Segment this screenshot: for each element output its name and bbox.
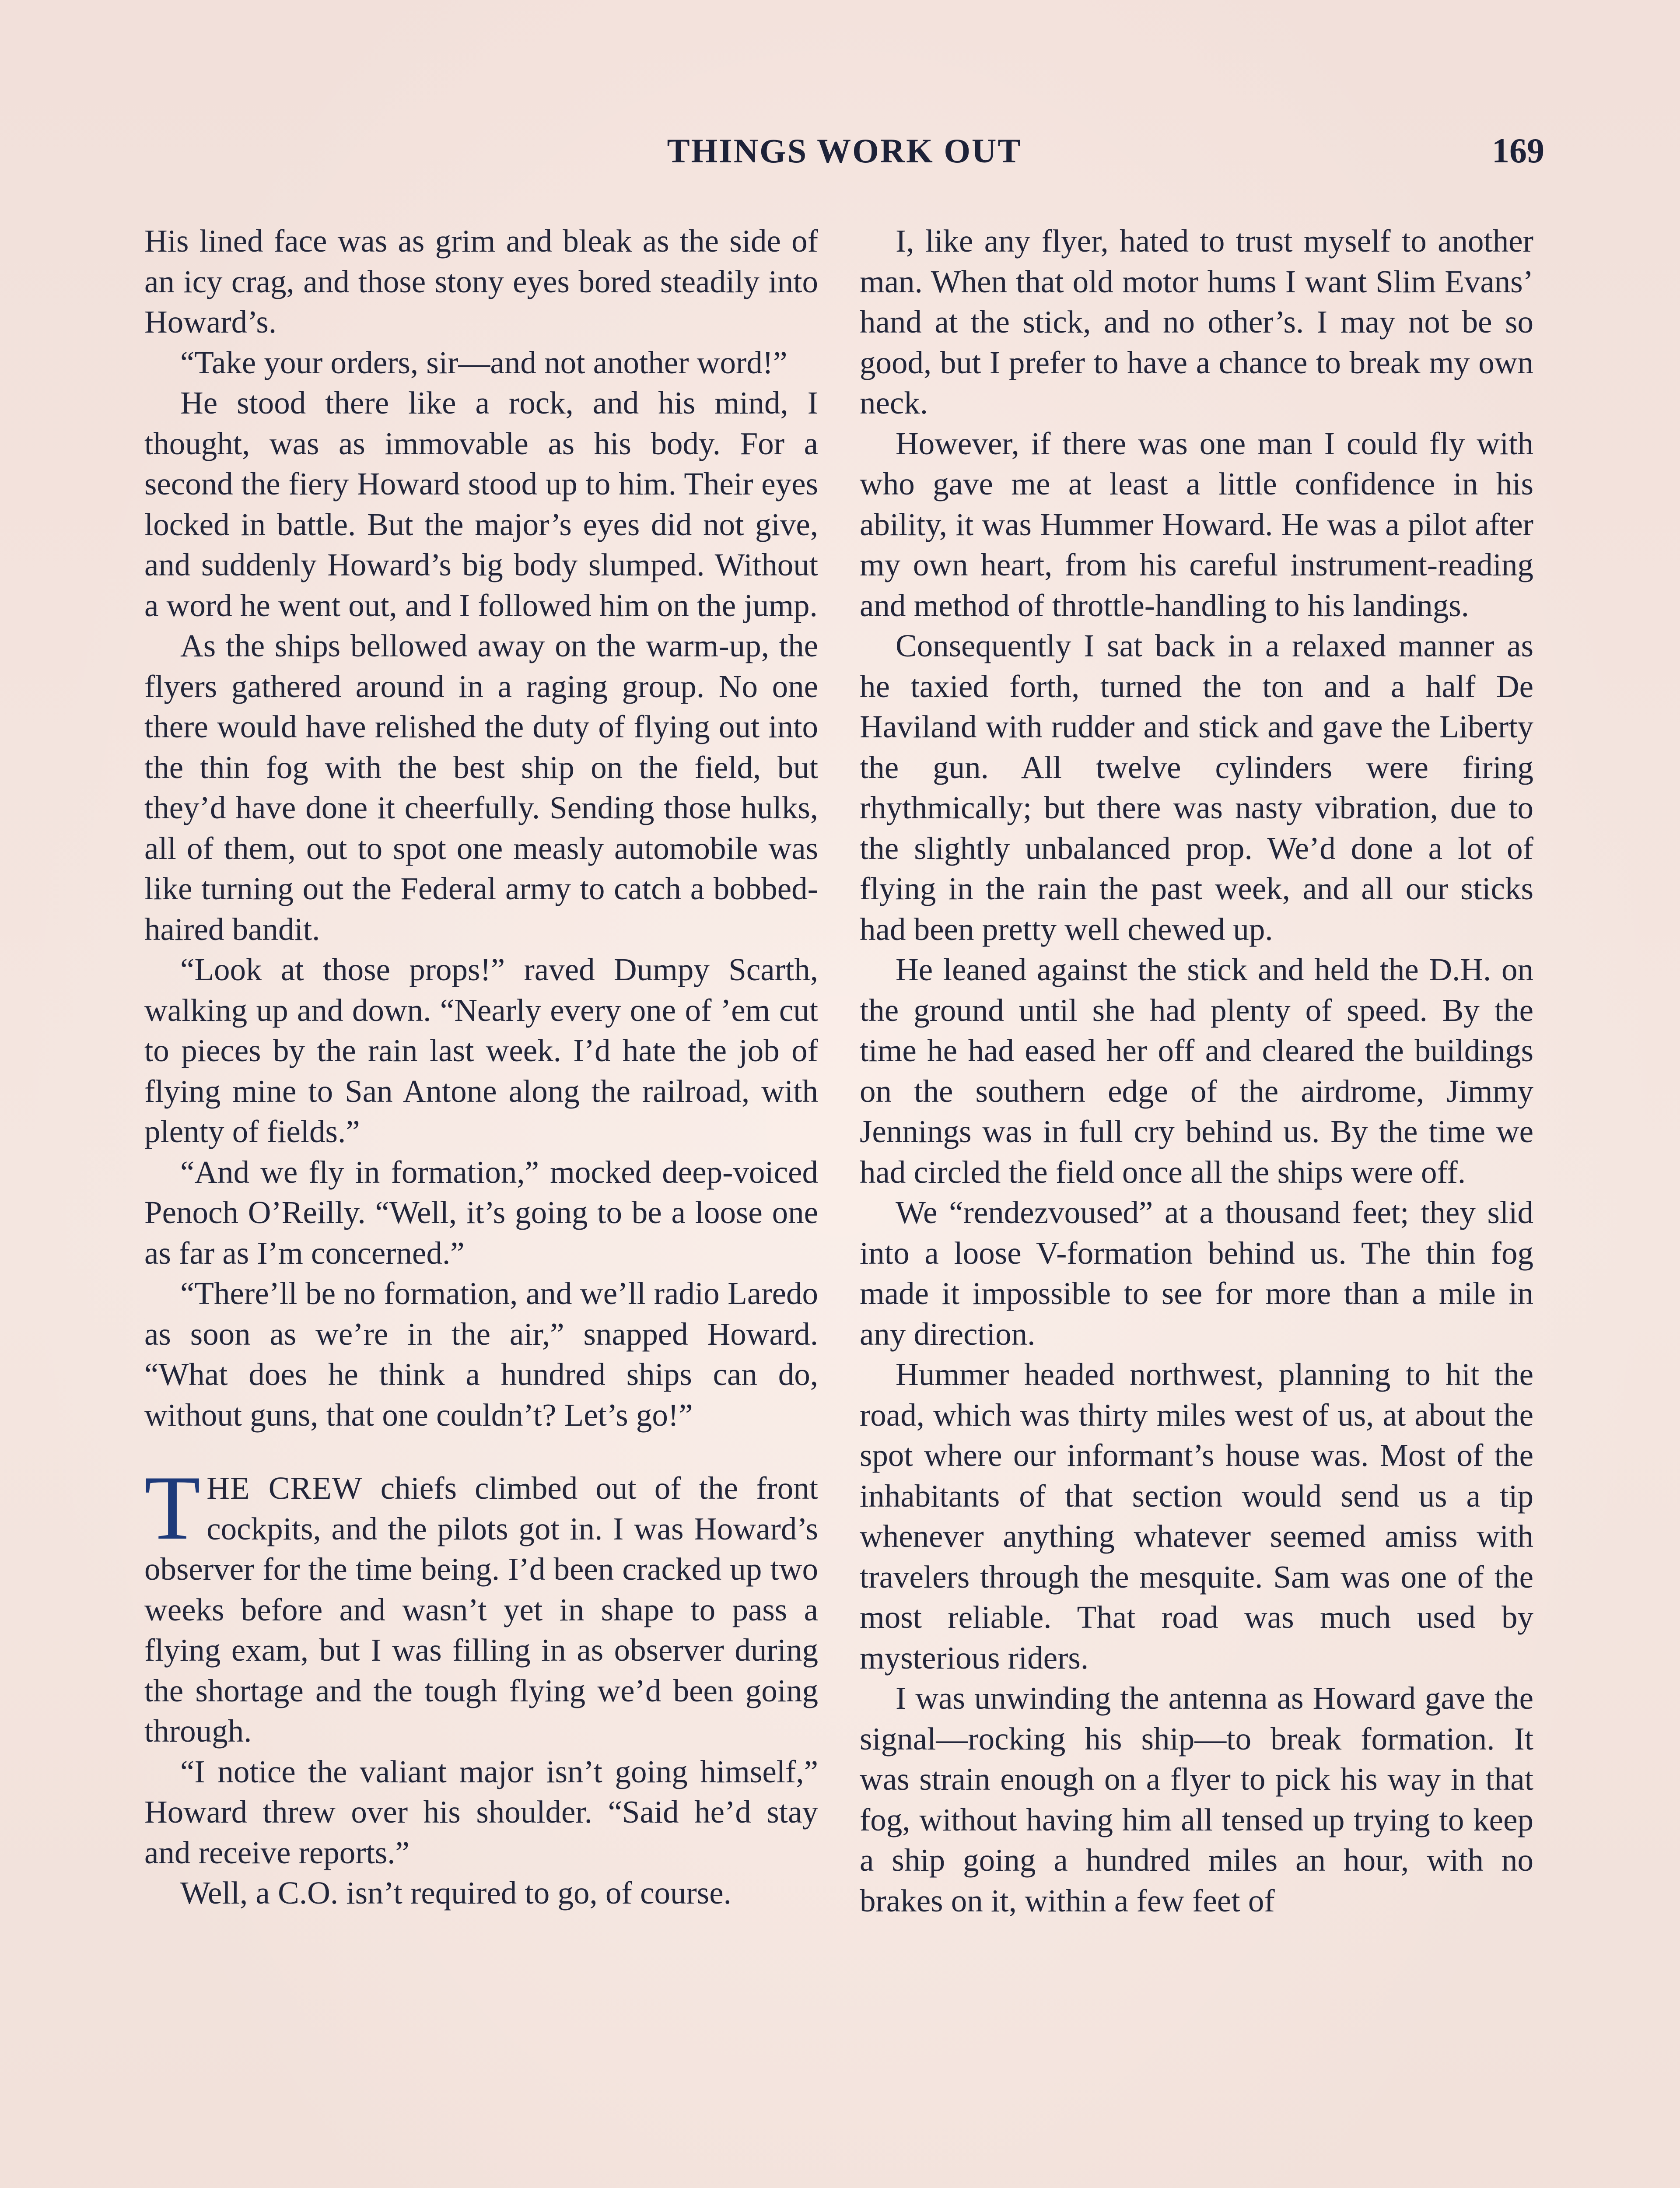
right-column xyxy=(860,221,1533,1921)
paragraph: He leaned against the stick and held the D.H. on the ground until she had plenty of speed. By the time he had eased her off and cleared the buildings on the southern edge of the airdrome, Jimmy Jennings was in full cry behind us. By the time we had circled the field once all the ships were off. xyxy=(860,952,1533,1190)
drop-cap: T xyxy=(144,1457,201,1559)
paragraph: We “rendezvoused” at a thousand feet; they slid into a loose V-formation behind us. The thin fog made it impossible to see for more than a mile in any direction. xyxy=(860,1195,1533,1352)
section-lead-caps: HE CREW xyxy=(206,1470,363,1506)
paragraph: “Take your orders, sir—and not another word!” xyxy=(180,344,788,380)
paragraph: Consequently I sat back in a relaxed manner as he taxied forth, turned the ton and a half De Haviland with rudder and stick and gave the Liberty the gun. All twelve cylinders were firing rhythmically; but there was nasty vibration, due to the slightly unbalanced prop. We’d done a lot of flying in the rain the past week, and all our sticks had been pretty well chewed up. xyxy=(860,628,1533,947)
page-header xyxy=(144,131,1544,179)
paragraph: His lined face was as grim and bleak as the side of an icy crag, and those stony eyes bored steadily into Howard’s. xyxy=(144,223,818,340)
paragraph: “There’ll be no formation, and we’ll radio Laredo as soon as we’re in the air,” snapped Howard. “What does he think a hundred ships can do, without guns, that one couldn’t? Let’s go!” xyxy=(144,1276,818,1433)
section-opening-paragraph xyxy=(144,1457,818,1752)
paragraph: I was unwinding the antenna as Howard gave the signal—rocking his ship—to break formation. It was strain enough on a flyer to pick his way in that fog, without having him all tensed up trying to keep a ship going a hundred miles an hour, with no brakes on it, within a few feet of xyxy=(860,1680,1533,1918)
paragraph: As the ships bellowed away on the warm-up, the flyers gathered around in a raging group. No one there would have relished the duty of flying out into the thin fog with the best ship on the field, but they’d have done it cheerfully. Sending those hulks, all of them, out to spot one measly automobile was like turning out the Federal army to catch a bobbed-haired bandit. xyxy=(144,628,818,947)
paragraph: He stood there like a rock, and his mind, I thought, was as immovable as his body. For a second the fiery Howard stood up to him. Their eyes locked in battle. But the major’s eyes did not give, and suddenly Howard’s big body slumped. Without a word he went out, and I followed him on the jump. xyxy=(144,385,818,623)
paragraph: Hummer headed northwest, planning to hit the road, which was thirty miles west of us, at about the spot where our informant’s house was. Most of the inhabitants of that section would send us a tip whenever anything whatever seemed amiss with travelers through the mesquite. Sam was one of the most reliable. That road was much used by mysterious riders. xyxy=(860,1357,1533,1676)
paragraph: “I notice the valiant major isn’t going himself,” Howard threw over his shoulder. “Said he’d stay and receive reports.” xyxy=(144,1753,818,1870)
paragraph: “And we fly in formation,” mocked deep-voiced Penoch O’Reilly. “Well, it’s going to be a loose one as far as I’m concerned.” xyxy=(144,1154,818,1271)
paragraph: I, like any flyer, hated to trust myself to another man. When that old motor hums I want Slim Evans’ hand at the stick, and no other’s. I may not be so good, but I prefer to have a chance to break my own neck. xyxy=(860,223,1533,421)
left-column xyxy=(144,221,818,1914)
paragraph: However, if there was one man I could fly with who gave me at least a little confidence in his ability, it was Hummer Howard. He was a pilot after my own heart, from his careful instrument-reading and method of throttle-handling to his landings. xyxy=(860,425,1533,623)
paragraph: “Look at those props!” raved Dumpy Scarth, walking up and down. “Nearly every one of ’em cut to pieces by the rain last week. I’d hate the job of flying mine to San Antone along the railroad, with plenty of fields.” xyxy=(144,952,818,1149)
page-number: 169 xyxy=(1492,132,1544,170)
section-lead-text: chiefs climbed out of the front cockpits, and the pilots got in. I was Howard’s observer for the time being. I’d been cracked up two weeks before and wasn’t yet in shape to pass a flying exam, but I was filling in as observer during the shortage and the tough flying we’d been going through. xyxy=(144,1470,818,1749)
paragraph: Well, a C.O. isn’t required to go, of course. xyxy=(180,1875,732,1911)
running-title: THINGS WORK OUT xyxy=(667,132,1022,170)
